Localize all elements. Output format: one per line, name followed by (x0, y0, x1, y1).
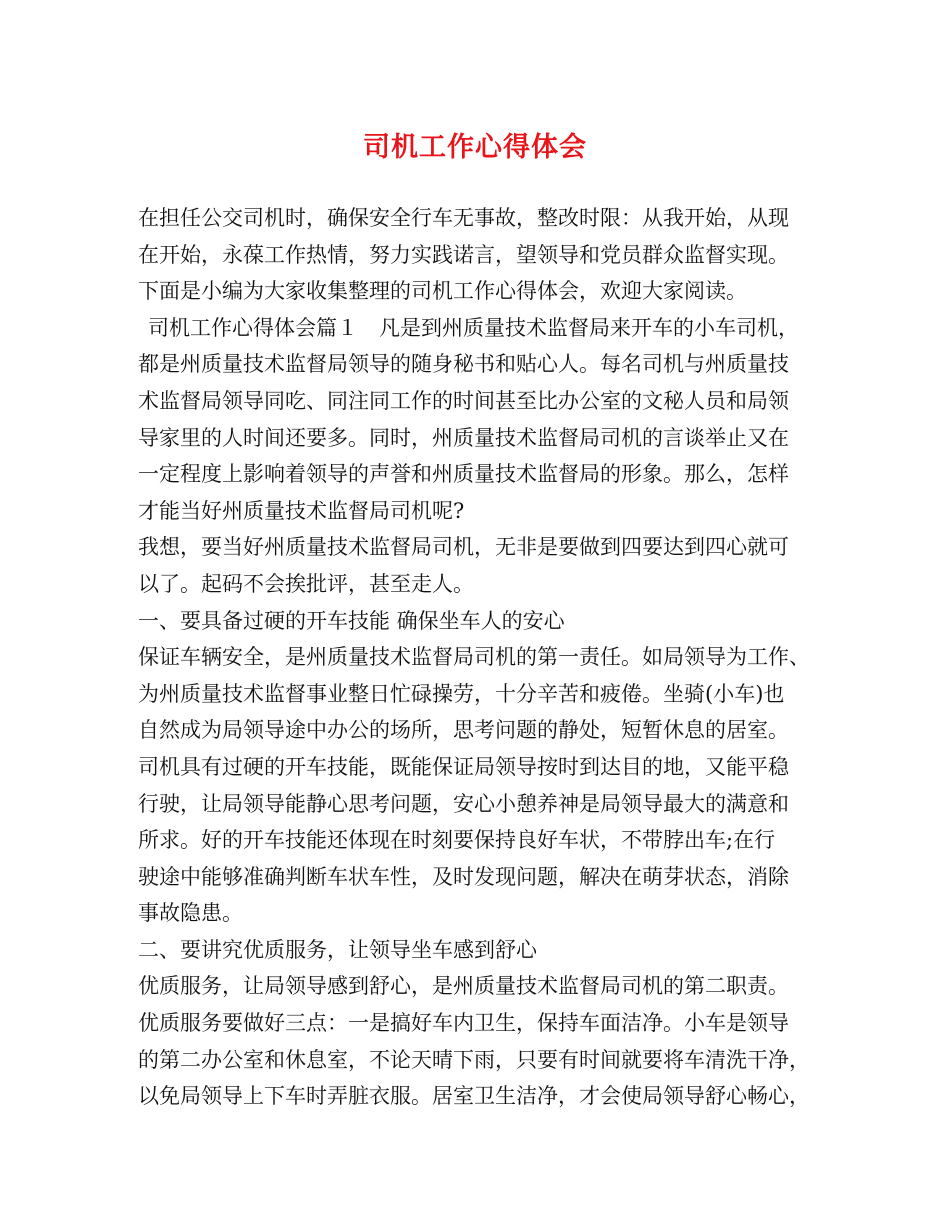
text-line: 我想，要当好州质量技术监督局司机，无非是要做到四要达到四心就可 (138, 535, 789, 560)
section-heading-2: 二、要讲究优质服务，让领导坐车感到舒心 (138, 937, 537, 962)
text-line: 优质服务要做好三点：一是搞好车内卫生，保持车面洁净。小车是领导 (138, 1011, 789, 1036)
text-line: 下面是小编为大家收集整理的司机工作心得体会，欢迎大家阅读。 (138, 279, 747, 304)
text-line: 才能当好州质量技术监督局司机呢? (138, 498, 465, 523)
text-line: 以了。起码不会挨批评，甚至走人。 (138, 571, 474, 596)
text-line: 优质服务，让局领导感到舒心，是州质量技术监督局司机的第二职责。 (138, 974, 789, 999)
section-heading-article-1: 司机工作心得体会篇１ 凡是到州质量技术监督局来开车的小车司机， (148, 315, 799, 340)
text-line: 为州质量技术监督事业整日忙碌操劳，十分辛苦和疲倦。坐骑(小车)也 (138, 681, 785, 706)
text-line: 的第二办公室和休息室，不论天晴下雨，只要有时间就要将车清洗干净， (138, 1047, 810, 1072)
document-title: 司机工作心得体会 (363, 132, 587, 163)
text-line: 在开始，永葆工作热情，努力实践诺言，望领导和党员群众监督实现。 (138, 242, 789, 267)
text-line: 所求。好的开车技能还体现在时刻要保持良好车状，不带脖出车;在行 (138, 828, 776, 853)
text-line: 在担任公交司机时，确保安全行车无事故，整改时限：从我开始，从现 (138, 206, 789, 230)
text-line: 以免局领导上下车时弄脏衣服。居室卫生洁净，才会使局领导舒心畅心， (138, 1084, 810, 1109)
text-line: 导家里的人时间还要多。同时，州质量技术监督局司机的言谈举止又在 (138, 425, 789, 450)
text-line: 保证车辆安全，是州质量技术监督局司机的第一责任。如局领导为工作、 (138, 645, 810, 670)
text-line: 司机具有过硬的开车技能，既能保证局领导按时到达目的地，又能平稳 (138, 754, 789, 779)
text-line: 一定程度上影响着领导的声誉和州质量技术监督局的形象。那么，怎样 (138, 462, 789, 487)
text-line: 事故隐患。 (138, 901, 243, 926)
document-body (138, 200, 828, 1115)
text-line: 自然成为局领导途中办公的场所，思考问题的静处，短暂休息的居室。 (138, 718, 789, 743)
section-heading-1: 一、要具备过硬的开车技能 确保坐车人的安心 (138, 608, 565, 633)
text-line: 驶途中能够准确判断车状车性，及时发现问题，解决在萌芽状态，消除 (138, 864, 789, 889)
text-line: 行驶，让局领导能静心思考问题，安心小憩养神是局领导最大的满意和 (138, 791, 789, 816)
text-line: 术监督局领导同吃、同注同工作的时间甚至比办公室的文秘人员和局领 (138, 388, 789, 413)
text-line: 都是州质量技术监督局领导的随身秘书和贴心人。每名司机与州质量技 (138, 352, 789, 377)
